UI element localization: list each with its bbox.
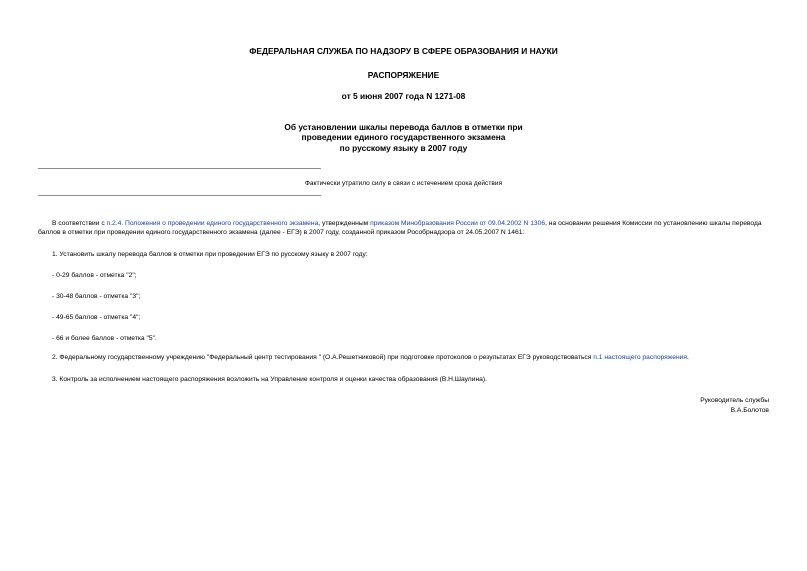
scale-item-5: - 66 и более баллов - отметка "5". [52, 335, 157, 342]
document-type: РАСПОРЯЖЕНИЕ [367, 70, 440, 80]
preamble-paragraph [38, 219, 770, 237]
document-title-line-3: по русскому языку в 2007 году [339, 143, 468, 153]
status-note: Фактически утратило силу в связи с истечением срока действия [304, 180, 503, 187]
signature-name: В.А.Болотов [730, 407, 769, 414]
preamble-text-2: , утвержденным [318, 220, 371, 227]
signature-position: Руководитель службы [700, 397, 769, 404]
scale-item-3: - 30-48 баллов - отметка "3"; [52, 293, 141, 300]
item-2-text: 2. Федеральному государственному учреждению "Федеральный центр тестирования " (О.А.Решетниковой) при подготовке протоколов о результатах ЕГЭ руководствоваться [52, 354, 594, 361]
preamble-text-3: , на основании решения Комиссии по установлению шкалы перевода баллов в отметки при проведении единого государственного экзамена (далее - ЕГЭ) в 2007 году, созданной приказом Рособрнадзора от 24.05.2007 N 1461: [38, 220, 762, 236]
document-title-line-2: проведении единого государственного экзамена [301, 132, 506, 142]
item-3: 3. Контроль за исполнением настоящего распоряжения возложить на Управление контроля и оценки качества образования (В.Н.Шаулина). [52, 376, 487, 383]
link-item-1[interactable]: п.1 [593, 354, 603, 361]
item-2: 2. Федеральному государственному учреждению "Федеральный центр тестирования " (О.А.Решетниковой) при подготовке протоколов о результатах ЕГЭ руководствоваться п.1 настоящего распоряжения. [52, 354, 689, 361]
agency-title: ФЕДЕРАЛЬНАЯ СЛУЖБА ПО НАДЗОРУ В СФЕРЕ ОБРАЗОВАНИЯ И НАУКИ [249, 46, 558, 56]
document-date-number: от 5 июня 2007 года N 1271-08 [341, 91, 466, 101]
preamble-text-1: В соответствии с [52, 220, 107, 227]
item-1: 1. Установить шкалу перевода баллов в отметки при проведении ЕГЭ по русскому языку в 2007 году: [52, 251, 368, 258]
divider-top [38, 168, 321, 169]
link-exam-regulation[interactable]: Положения о проведении единого государственного экзамена [125, 220, 319, 227]
divider-bottom [38, 195, 321, 196]
link-ministry-order[interactable]: приказом Минобразования России от 09.04.2002 N 1306 [370, 220, 546, 227]
document-title-line-1: Об установлении шкалы перевода баллов в отметки при [284, 122, 523, 132]
scale-item-4: - 49-65 баллов - отметка "4"; [52, 314, 141, 321]
link-this-order[interactable]: настоящего распоряжения [604, 354, 688, 361]
scale-item-2: - 0-29 баллов - отметка "2"; [52, 272, 137, 279]
link-clause-2-4[interactable]: п.2.4. [106, 220, 124, 227]
